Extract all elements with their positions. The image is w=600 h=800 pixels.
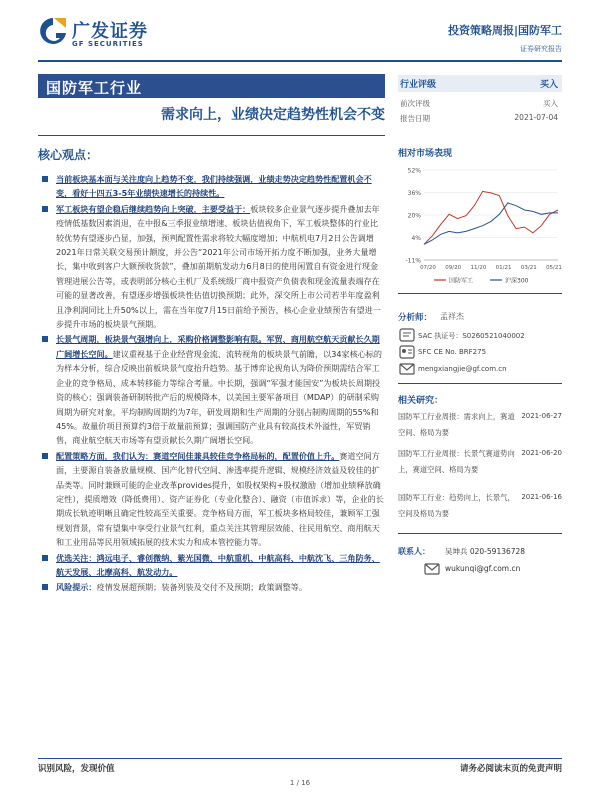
bullet-body: 建议重视基于企业经营现金流、流转视角的板块景气前瞻，以34家核心标的为样本分析，综合反映出前板块景气度抬升趋势。基于博弈论视角认为降价预期需结合军工企业的竞争格局、成本转移能力等综合考量。中长期，强调“军强才能国安”为板块长周期投资的核心；强调装备研制转批产后的规模降本，以美国主要军备项目（MDAP）的研制采购周期为研究对象，平均制购周期约为7年，研发周期和生产周期的分别占制购周期的55%和45%。故量价项目预算约3倍于故量前预算；强调国防产业具有较高技术外溢性，军贸销售，商业航空航天市场等有望贡献长久期广阔增长空间。 [56, 348, 382, 446]
legend-label: 沪深300 [505, 277, 529, 285]
x-tick-label: 03/21 [520, 265, 537, 271]
analyst-sac: SAC 执证号：S0260521040002 [418, 332, 525, 340]
bullet-point [38, 551, 385, 580]
core-points-list [38, 172, 385, 596]
page-number: 1 / 16 [289, 779, 311, 787]
footer-disclaimer: 请务必阅读末页的免责声明 [459, 764, 562, 774]
y-tick-label: 20% [407, 212, 421, 220]
bullet-highlight: 优选关注：鸿远电子、睿创微纳、紫光国微、中航重机、中航高科、中航沈飞、三角防务、航天发展、北摩高科、航发动力。 [56, 552, 380, 577]
bullet-point [38, 202, 385, 332]
footer-divider [38, 758, 562, 759]
email-icon [399, 362, 415, 376]
report-type: 投资策略周报|国防军工 [447, 24, 562, 37]
contact-name-phone: 吴坤兵 020-59136728 [445, 547, 526, 556]
y-tick-label: 36% [407, 190, 421, 197]
header-divider [38, 60, 562, 62]
x-tick-label: 09/20 [445, 265, 462, 271]
related-research-title: 相关研究： [398, 396, 444, 406]
prev-rating-value: 买入 [543, 99, 558, 108]
industry-name: 国防军工行业 [46, 79, 143, 97]
logo-text-cn: 广发证券 [72, 21, 148, 42]
y-tick-label: 4% [411, 235, 421, 242]
analyst-sfc: SFC CE No. BRF275 [418, 348, 487, 356]
bullet-point [38, 332, 385, 447]
prev-rating-label: 前次评级 [400, 99, 430, 108]
bullet-highlight: 军工板块有望企稳后继续趋势向上突破，主要受益于： [56, 203, 251, 214]
gf-logo-icon [38, 16, 68, 50]
related-research-item[interactable]: 国防军工行业：趋势向上，长景气，空间及格局为要 [398, 493, 515, 518]
headline-divider [38, 135, 385, 136]
x-tick-label: 11/20 [470, 265, 487, 271]
related-divider [398, 533, 562, 534]
analyst-divider [398, 383, 562, 384]
report-date-value: 2021-07-04 [514, 113, 558, 122]
report-headline: 需求向上，业绩决定趋势性机会不变 [161, 107, 385, 123]
analyst-email[interactable]: mengxiangjie@gf.com.cn [418, 365, 507, 373]
contact-email[interactable]: wukunqi@gf.com.cn [445, 564, 521, 573]
analyst-name: 孟祥杰 [440, 312, 464, 321]
related-research-item[interactable]: 国防军工行业周报：长景气赛道势向上，赛道空间、格局为要 [398, 449, 515, 474]
industry-banner [38, 74, 385, 98]
series-line-国防军工 [424, 191, 558, 244]
rating-label: 行业评级 [400, 80, 437, 90]
legend-label: 国防军工 [449, 277, 474, 285]
certificate-icon [399, 328, 415, 342]
id-card-icon [399, 345, 415, 359]
x-tick-label: 07/20 [420, 265, 436, 271]
bullet-highlight: 配置策略方面，我们认为：赛道空间佳兼具较佳竞争格局标的，配置价值上升。 [56, 450, 340, 461]
related-research-date: 2021-06-20 [521, 449, 562, 457]
report-subtitle: 证券研究报告 [520, 45, 562, 53]
core-points-title: 核心观点： [38, 148, 99, 162]
y-tick-label: 52% [407, 167, 421, 175]
bullet-point [38, 449, 385, 550]
company-logo [38, 16, 168, 50]
risk-label: 风险提示： [56, 582, 97, 593]
bullet-highlight: 当前板块基本面与关注度向上趋势不变，我们持续强调，业绩走势决定趋势性配置机会不变，看好十四五3-5年业绩快速增长的持续性。 [56, 174, 372, 199]
contact-label: 联系人： [398, 547, 430, 556]
related-research-item[interactable]: 国防军工行业周报：需求向上，赛道空间、格局为要 [398, 412, 515, 437]
bullet-point [38, 172, 385, 201]
chart-divider [398, 293, 562, 294]
y-tick-label: -11% [405, 257, 421, 265]
email-icon [424, 562, 440, 576]
series-line-沪深300 [424, 203, 558, 244]
logo-text-en: GF SECURITIES [72, 40, 144, 48]
bullet-body: 疫情发展超预期；装备列装及交付不及预期；政策调整等。 [96, 582, 307, 593]
bullet-highlight: 长景气周期，板块景气强增向上，采购价格调整影响有限。军贸、商用航空航天贡献长久期广阔增长空间。 [56, 334, 380, 359]
rating-value: 买入 [539, 80, 558, 90]
bullet-body: 赛道空间方面，主要源自装备放量规模、国产化替代空间、渗透率提升逻辑、规模经济效益及较佳的扩品类等。同时兼顾可能的企业改革provides提升，如股权架构+股权激励（增加业绩释放确定性），提质增效（降低费用）、资产证券化（专业化整合）、融资（市值诉求）等，企业的长期成长轨迹明晰且确定性较高至关重要。竞争格局方面，军工板块多格局较佳，兼顾军工强规划背景，常有望集中享受行业景气红利，重点关注其管理层效能、往民用航空、商用航天和工业用品等民用领域拓展的技术实力和成本管控能力等。 [56, 450, 384, 548]
x-tick-label: 01/21 [495, 265, 512, 271]
related-research-date: 2021-06-16 [521, 493, 562, 501]
related-research-date: 2021-06-27 [521, 412, 562, 420]
report-date-label: 报告日期 [400, 114, 430, 123]
performance-title: 相对市场表现 [398, 149, 453, 159]
x-tick-label: 05/21 [546, 265, 562, 271]
footer-slogan: 识别风险，发现价值 [38, 764, 115, 774]
bullet-point [38, 580, 385, 594]
relative-performance-chart [398, 160, 562, 290]
bullet-body: 板块较多企业景气逐步提升叠加去年疫情低基数因素消退，在中报&三季报业绩增速、板块估值视角下，军工板块整体的行业比较优势有望逐步凸显，加强，预判配置性需求将较大幅度增加；中航机电7月2日公告调增2021年日常关联交易预计额度，并公告“2021年公司市场开拓力度不断加强，业务大量增长，集中收到客户大额预收货款”，叠加前期航发动力6月8日的使用闲置自有资金进行现金管理进展公告等，或表明部分核心主机厂及系统级厂商中报资产负债表和现金流量表端存在可能的显著改善，有望逐步增强板块性估值切换预期；此外，深交所上市公司若半年度盈利且净利润同比上升50%以上，需在当年度7月15日前给予预告，核心企业业绩预告有望进一步提升市场的板块景气预期。 [56, 203, 381, 330]
analyst-label: 分析师： [398, 313, 433, 323]
